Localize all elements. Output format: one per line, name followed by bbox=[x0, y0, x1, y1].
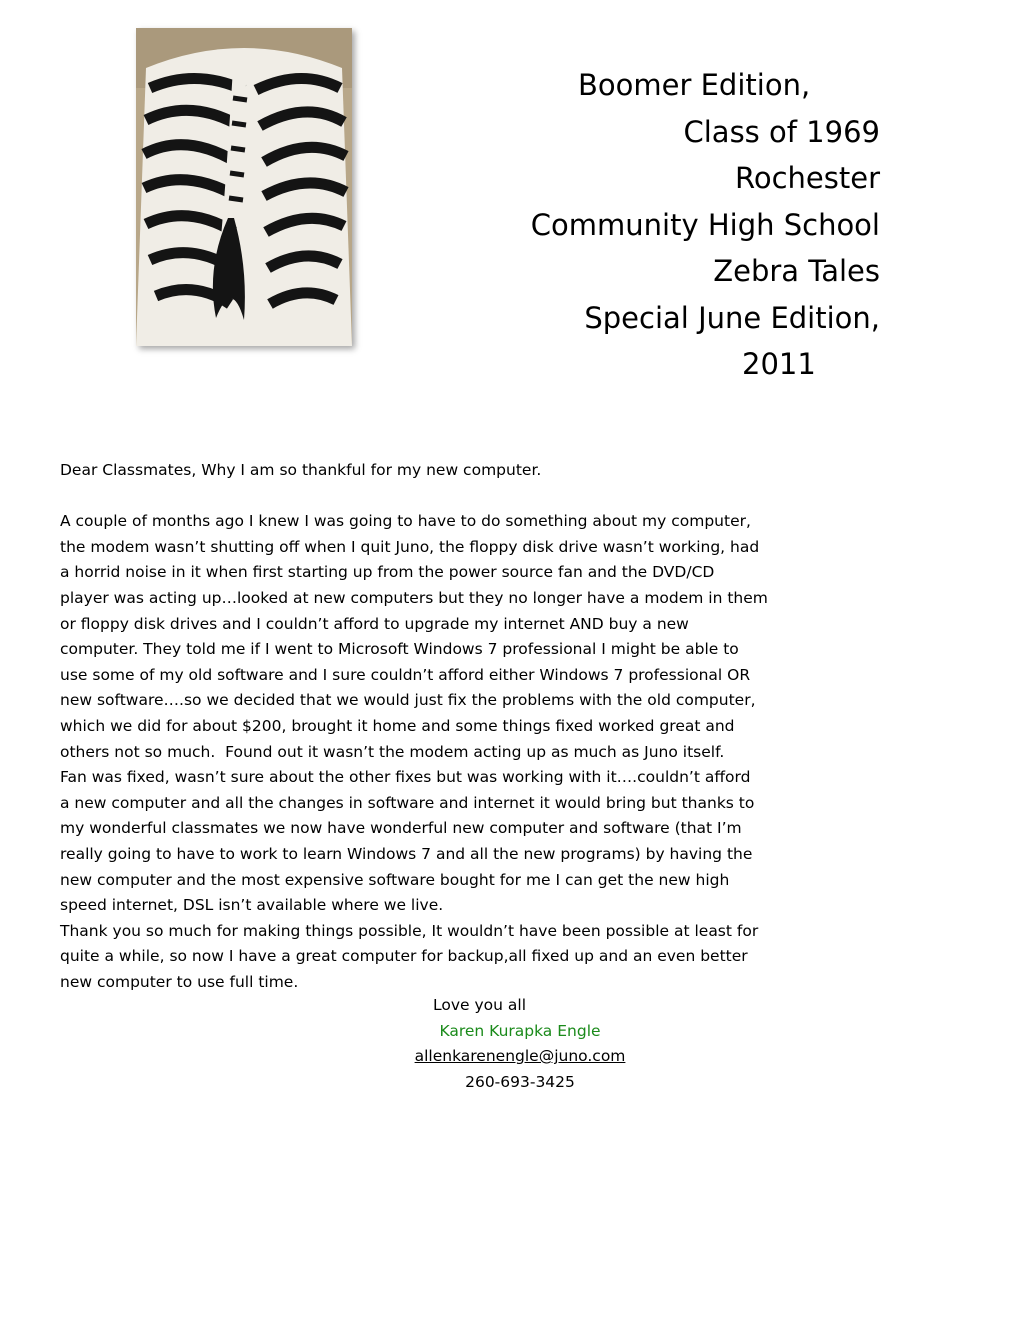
letter-line: a new computer and all the changes in software and internet it would bring but thanks to bbox=[60, 793, 755, 812]
letter-line: new computer and the most expensive software bought for me I can get the new high bbox=[60, 870, 730, 889]
letter-greeting: Dear Classmates, Why I am so thankful for my new computer. bbox=[60, 461, 542, 479]
letter-line: Fan was fixed, wasn’t sure about the other fixes but was working with it….couldn’t afford bbox=[60, 768, 751, 787]
letter-line: others not so much. Found out it wasn’t the modem acting up as much as Juno itself. bbox=[60, 742, 725, 761]
author-email-link[interactable]: allenkarenengle@juno.com bbox=[414, 1047, 626, 1066]
letter-line: really going to have to work to learn Windows 7 and all the new programs) by having the bbox=[60, 844, 753, 863]
masthead-newsletter-name: Zebra Tales bbox=[713, 254, 880, 288]
letter-line: the modem wasn’t shutting off when I quit Juno, the floppy disk drive wasn’t working, had bbox=[60, 537, 760, 556]
letter-line: use some of my old software and I sure couldn’t afford either Windows 7 professional OR bbox=[60, 665, 751, 684]
letter-body bbox=[60, 458, 890, 995]
author-name: Karen Kurapka Engle bbox=[439, 1021, 601, 1040]
masthead-city: Rochester bbox=[735, 161, 880, 195]
letter-line: speed internet, DSL isn’t available where we live. bbox=[60, 896, 444, 915]
letter-line: or floppy disk drives and I couldn’t afford to upgrade my internet AND buy a new bbox=[60, 614, 689, 633]
letter-line: which we did for about $200, brought it home and some things fixed worked great and bbox=[60, 716, 735, 735]
letter-line: my wonderful classmates we now have wonderful new computer and software (that I’m bbox=[60, 819, 742, 838]
masthead-edition: Boomer Edition, bbox=[578, 68, 811, 102]
zebra-photo bbox=[136, 28, 352, 346]
closing-text: Love you all bbox=[433, 996, 526, 1014]
letter-line: Thank you so much for making things possible, It wouldn’t have been possible at least for bbox=[60, 921, 759, 940]
masthead-school: Community High School bbox=[530, 207, 880, 242]
letter-line: new software….so we decided that we would just fix the problems with the old computer, bbox=[60, 691, 756, 710]
letter-line: quite a while, so now I have a great computer for backup,all fixed up and an even better bbox=[60, 947, 748, 966]
masthead-year: 2011 bbox=[742, 347, 816, 381]
letter-line: a horrid noise in it when first starting up from the power source fan and the DVD/CD bbox=[60, 563, 715, 582]
author-phone: 260-693-3425 bbox=[465, 1072, 575, 1091]
masthead-special-edition: Special June Edition, bbox=[584, 300, 880, 335]
letter-line: A couple of months ago I knew I was going to have to do something about my computer, bbox=[60, 512, 751, 531]
masthead-class: Class of 1969 bbox=[683, 114, 880, 149]
signoff bbox=[390, 993, 650, 1095]
letter-line: new computer to use full time. bbox=[60, 972, 299, 991]
zebra-illustration bbox=[136, 28, 352, 346]
letter-line: player was acting up…looked at new computers but they no longer have a modem in them bbox=[60, 588, 768, 607]
letter-line: computer. They told me if I went to Microsoft Windows 7 professional I might be able to bbox=[60, 640, 739, 659]
masthead bbox=[470, 62, 880, 388]
